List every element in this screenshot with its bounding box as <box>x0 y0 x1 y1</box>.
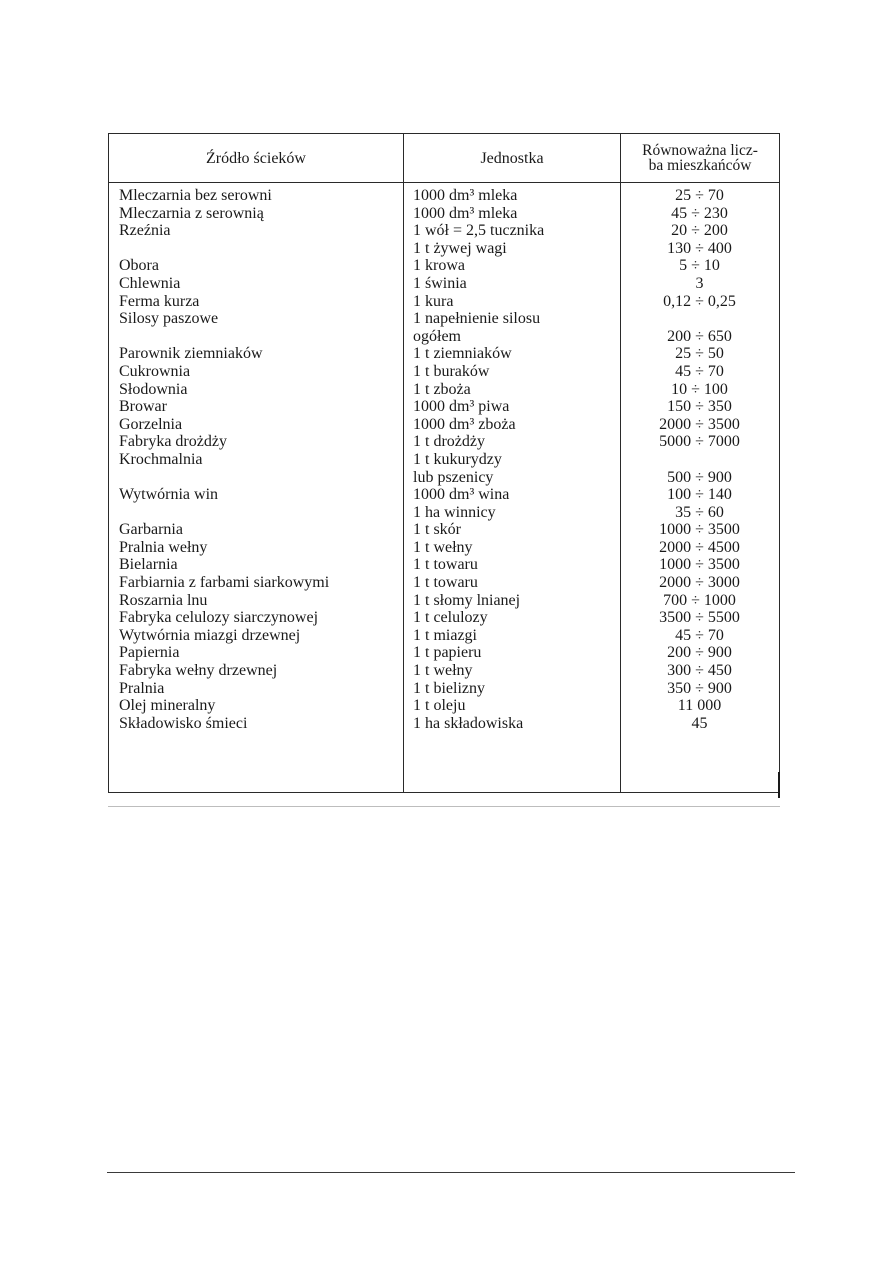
cell-unit: 1000 dm³ wina <box>413 486 510 504</box>
cell-unit: 1 t żywej wagi <box>413 239 507 257</box>
cell-equivalent: 300 ÷ 450 <box>667 662 732 680</box>
cell-unit: 1 t papieru <box>413 644 482 662</box>
cell-equivalent: 5 ÷ 10 <box>679 257 720 275</box>
cell-equivalent: 11 000 <box>677 697 722 715</box>
cell-source: Pralnia wełny <box>119 538 208 556</box>
cell-source: Fabryka wełny drzewnej <box>119 662 278 680</box>
header-equivalent <box>621 134 779 182</box>
cell-unit: 1 t buraków <box>413 362 490 380</box>
table-row <box>109 363 779 381</box>
cell-source: Wytwórnia win <box>119 486 219 504</box>
cell-source: Browar <box>119 398 167 416</box>
cell-unit: 1000 dm³ piwa <box>413 398 510 416</box>
cell-unit: 1 świnia <box>413 274 467 292</box>
cell-equivalent: 45 <box>691 714 708 732</box>
table-frame <box>108 133 780 793</box>
cell-unit: 1 t zboża <box>413 380 471 398</box>
cell-unit: 1000 dm³ mleka <box>413 187 518 204</box>
table-row <box>109 556 779 574</box>
cell-unit: 1 kura <box>413 292 454 310</box>
cell-equivalent: 100 ÷ 140 <box>667 486 732 504</box>
cell-unit: 1 t wełny <box>413 662 473 680</box>
cell-source: Rzeźnia <box>119 222 171 240</box>
header-equivalent-label: Równoważna licz- ba mieszkańców <box>642 142 758 174</box>
cell-equivalent: 350 ÷ 900 <box>667 679 732 697</box>
cell-equivalent: 150 ÷ 350 <box>667 398 732 416</box>
table-row <box>109 451 779 486</box>
table-row <box>109 521 779 539</box>
table-row <box>109 715 779 733</box>
table-body <box>109 187 779 732</box>
table-row <box>109 257 779 275</box>
cell-source: Parownik ziemniaków <box>119 345 263 363</box>
cell-equivalent: 5000 ÷ 7000 <box>659 433 740 451</box>
table-row <box>109 609 779 627</box>
cell-source: Fabryka celulozy siarczynowej <box>119 609 319 627</box>
cell-equivalent: 500 ÷ 900 <box>667 468 732 486</box>
table-row <box>109 240 779 258</box>
table-row <box>109 187 779 205</box>
table-row <box>109 433 779 451</box>
header-divider <box>109 182 779 183</box>
cell-equivalent: 45 ÷ 230 <box>671 204 728 222</box>
cell-source: Bielarnia <box>119 556 178 574</box>
cell-unit: 1 t skór <box>413 521 461 539</box>
header-source <box>109 134 403 182</box>
cell-unit: 1 ha winnicy <box>413 503 496 521</box>
cell-source: Mleczarnia z serownią <box>119 204 264 222</box>
cell-unit: 1 napełnienie silosu ogółem <box>413 310 541 345</box>
cell-equivalent: 1000 ÷ 3500 <box>659 521 740 539</box>
table-row <box>109 627 779 645</box>
cell-source: Papiernia <box>119 644 180 662</box>
table-row <box>109 345 779 363</box>
cell-equivalent: 2000 ÷ 4500 <box>659 538 740 556</box>
cell-unit: 1 ha składowiska <box>413 714 524 732</box>
cell-source <box>109 240 403 258</box>
cell-unit: 1 wół = 2,5 tucznika <box>413 222 545 240</box>
table-row <box>109 644 779 662</box>
table-row <box>109 398 779 416</box>
table-row <box>109 205 779 223</box>
footer-rule <box>107 1172 795 1173</box>
cell-equivalent: 25 ÷ 70 <box>675 187 724 204</box>
table-row <box>109 680 779 698</box>
cell-source: Słodownia <box>119 380 188 398</box>
table-row <box>109 662 779 680</box>
table-row <box>109 697 779 715</box>
cell-source: Silosy paszowe <box>119 310 219 328</box>
table-row <box>109 486 779 504</box>
cell-unit: 1 t kukurydzy lub pszenicy <box>413 450 502 486</box>
cell-unit: 1 krowa <box>413 257 465 275</box>
cell-source: Składowisko śmieci <box>119 714 248 732</box>
header-unit <box>404 134 620 182</box>
cell-equivalent: 2000 ÷ 3500 <box>659 415 740 433</box>
cell-source: Gorzelnia <box>119 415 183 433</box>
cell-equivalent: 45 ÷ 70 <box>675 362 724 380</box>
cell-equivalent: 3 <box>695 274 704 292</box>
cell-unit: 1 t celulozy <box>413 609 488 627</box>
cell-source: Ferma kurza <box>119 292 200 310</box>
table-row <box>109 381 779 399</box>
header-unit-label: Jednostka <box>480 149 544 167</box>
cell-source: Roszarnia lnu <box>119 591 208 609</box>
cell-equivalent: 45 ÷ 70 <box>675 626 724 644</box>
cell-equivalent: 25 ÷ 50 <box>675 345 724 363</box>
header-source-label: Źródło ścieków <box>206 149 306 167</box>
cell-unit: 1 t wełny <box>413 538 473 556</box>
table-row <box>109 504 779 522</box>
cell-source: Wytwórnia miazgi drzewnej <box>119 626 301 644</box>
cell-source: Chlewnia <box>119 274 181 292</box>
table-row <box>109 222 779 240</box>
cell-equivalent: 20 ÷ 200 <box>671 222 728 240</box>
cell-equivalent: 1000 ÷ 3500 <box>659 556 740 574</box>
cell-source: Farbiarnia z farbami siarkowymi <box>119 574 330 592</box>
cell-unit: 1000 dm³ mleka <box>413 204 518 222</box>
scanned-table-image <box>108 133 780 806</box>
table-row <box>109 275 779 293</box>
table-row <box>109 539 779 557</box>
cell-equivalent: 0,12 ÷ 0,25 <box>663 292 736 310</box>
cell-source: Krochmalnia <box>119 450 203 468</box>
cell-source: Obora <box>119 257 159 275</box>
cell-unit: 1 t oleju <box>413 697 466 715</box>
table-row <box>109 416 779 434</box>
table-row <box>109 592 779 610</box>
table-row <box>109 293 779 311</box>
cell-equivalent: 200 ÷ 900 <box>667 644 732 662</box>
cell-source: Olej mineralny <box>119 697 216 715</box>
table-row <box>109 310 779 345</box>
cell-equivalent: 130 ÷ 400 <box>667 239 732 257</box>
cell-unit: 1 t ziemniaków <box>413 345 512 363</box>
cell-source <box>109 504 403 522</box>
cell-source: Garbarnia <box>119 521 183 539</box>
cell-equivalent: 700 ÷ 1000 <box>663 591 736 609</box>
cell-unit: 1 t towaru <box>413 556 478 574</box>
cell-equivalent: 2000 ÷ 3000 <box>659 574 740 592</box>
scan-edge-mark <box>778 772 780 798</box>
cell-source: Mleczarnia bez serowni <box>119 187 272 204</box>
cell-equivalent: 200 ÷ 650 <box>667 327 732 345</box>
cell-unit: 1 t miazgi <box>413 626 477 644</box>
table-row <box>109 574 779 592</box>
cell-equivalent: 10 ÷ 100 <box>671 380 728 398</box>
cell-unit: 1000 dm³ zboża <box>413 415 516 433</box>
cell-unit: 1 t bielizny <box>413 679 485 697</box>
cell-source: Fabryka drożdży <box>119 433 227 451</box>
cell-equivalent: 3500 ÷ 5500 <box>659 609 740 627</box>
cell-source: Pralnia <box>119 679 165 697</box>
cell-unit: 1 t słomy lnianej <box>413 591 521 609</box>
cell-unit: 1 t towaru <box>413 574 478 592</box>
cell-equivalent: 35 ÷ 60 <box>675 503 724 521</box>
cell-unit: 1 t drożdży <box>413 433 485 451</box>
cell-source: Cukrownia <box>119 362 191 380</box>
